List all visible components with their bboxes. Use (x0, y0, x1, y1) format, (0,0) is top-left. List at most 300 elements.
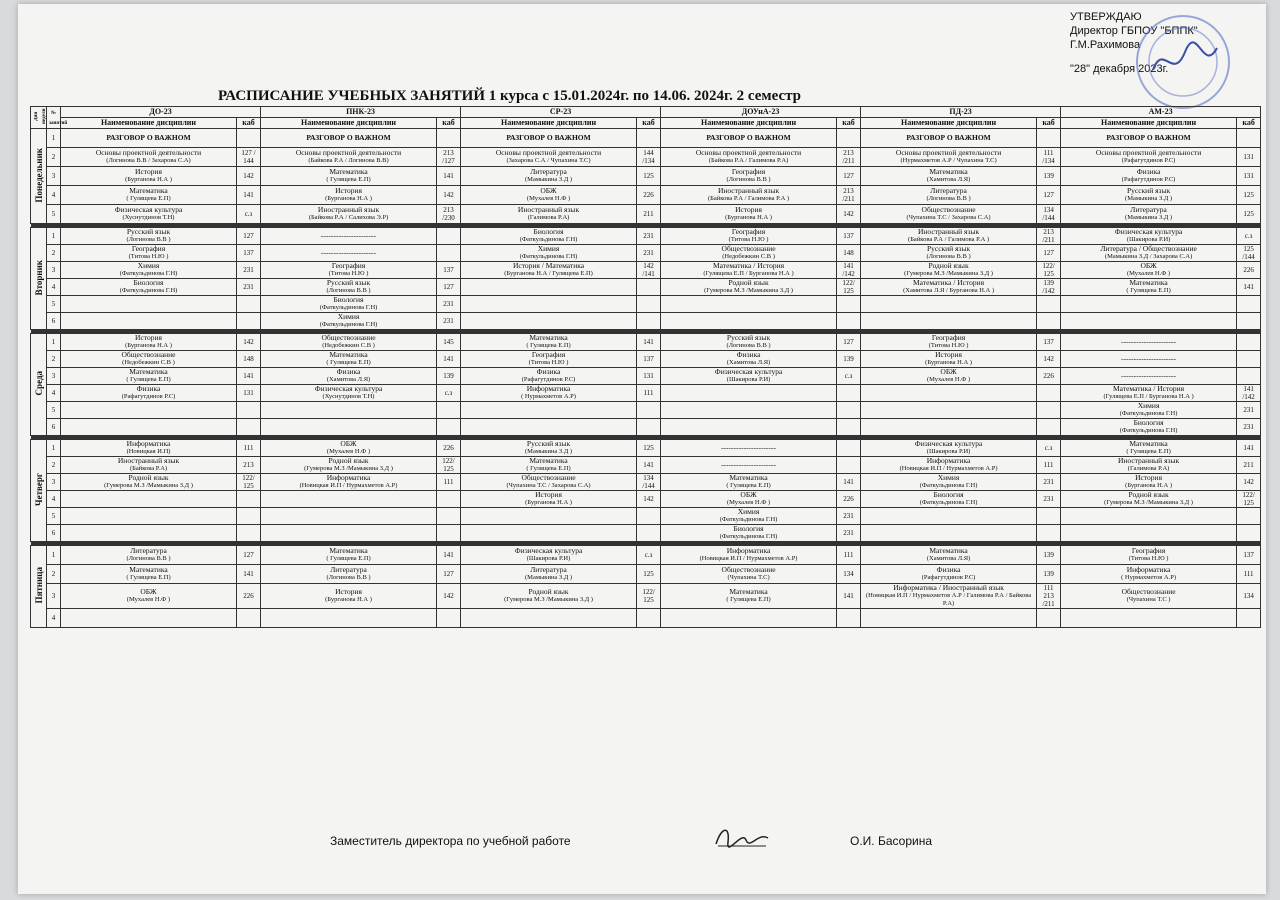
subject-cell (61, 167, 237, 186)
subject-name: Родной язык (528, 587, 569, 596)
subject-name: Литература (930, 186, 967, 195)
subject-name: ---------------------- (1121, 354, 1177, 363)
room-cell (237, 402, 261, 419)
subject-name: Химия (737, 507, 760, 516)
subject-name: География (931, 333, 966, 342)
lesson-number: 3 (47, 262, 61, 279)
subject-cell (61, 546, 237, 565)
subject-name: Иностранный язык (1117, 456, 1180, 465)
room-cell: 142 (237, 167, 261, 186)
teacher-name: (Мамыкина З.Д ) (525, 574, 573, 581)
lesson-row (31, 262, 1261, 279)
subject-cell (261, 419, 437, 436)
room-cell: 127 (437, 279, 461, 296)
teacher-name: (Фаткульдинова Г.Н) (319, 321, 378, 328)
teacher-name: (Титова Н.Ю ) (128, 253, 169, 260)
day-name: Вторник (33, 259, 44, 296)
teacher-name: ( Гулящева Е.П) (326, 555, 371, 562)
room-cell (837, 313, 861, 330)
teacher-name: (Новицкая И.П / Нурмахметов А.Р) (699, 555, 798, 562)
subject-name: Математика / История (913, 278, 985, 287)
teacher-name: (Гумерова М.З /Мамыкина З.Д ) (904, 270, 993, 277)
room-cell: 231 (1237, 419, 1261, 436)
subject-name: Родной язык (728, 278, 769, 287)
subject-cell (61, 508, 237, 525)
lesson-row (31, 525, 1261, 542)
approval-line1: УТВЕРЖДАЮ (1070, 11, 1142, 23)
room-cell (1237, 508, 1261, 525)
room-cell: 148 (837, 245, 861, 262)
room-cell (637, 296, 661, 313)
teacher-name: (Чупахина Т.С / Захарова С.А) (506, 482, 591, 489)
subject-cell (61, 228, 237, 245)
teacher-name: (Мухалев Н.Ф ) (926, 376, 971, 383)
teacher-name: (Логинова В.В ) (326, 287, 371, 294)
room-col-header: каб (637, 118, 661, 129)
subject-cell (1061, 402, 1237, 419)
subject-name: Основы проектной деятельности (695, 148, 802, 157)
room-cell: 141 /142 (1237, 385, 1261, 402)
teacher-name: (Хамитова Л.Я) (326, 376, 371, 383)
subject-cell (461, 491, 637, 508)
subject-cell (461, 565, 637, 584)
room-cell: 144 /134 (637, 148, 661, 167)
subject-cell (861, 148, 1037, 167)
room-cell: 122/ 125 (1237, 491, 1261, 508)
room-cell: с.з (1037, 440, 1061, 457)
subject-cell (61, 609, 237, 628)
lesson-row (31, 129, 1261, 148)
room-cell: 142 (637, 491, 661, 508)
approval-line2: Директор ГБПОУ "БППК" (1070, 25, 1198, 37)
teacher-name: (Чупахина Т.С ) (1126, 596, 1171, 603)
subject-name: Обществознание (721, 244, 776, 253)
subject-cell (661, 205, 837, 224)
subject-cell (661, 385, 837, 402)
lesson-row (31, 402, 1261, 419)
lesson-number: 4 (47, 609, 61, 628)
subject-cell (1061, 351, 1237, 368)
subject-cell (861, 457, 1037, 474)
room-cell (1237, 368, 1261, 385)
approval-line3: Г.М.Рахимова (1070, 39, 1141, 51)
subject-name: Обществознание (521, 473, 576, 482)
teacher-name: (Новицкая И.П) (126, 448, 171, 455)
room-cell: 125 (1237, 205, 1261, 224)
subject-cell (261, 148, 437, 167)
subject-name: Химия (937, 473, 960, 482)
subject-cell (461, 385, 637, 402)
subject-cell (1061, 186, 1237, 205)
subject-name: ---------------------- (321, 231, 376, 240)
subject-name: Математика (1129, 278, 1168, 287)
room-cell: 131 (1237, 167, 1261, 186)
subject-name: Математика (929, 167, 968, 176)
subject-name: РАЗГОВОР О ВАЖНОМ (506, 133, 591, 142)
subject-cell (861, 368, 1037, 385)
room-cell (237, 491, 261, 508)
subject-cell (61, 296, 237, 313)
room-cell: 125 (1237, 186, 1261, 205)
teacher-name: (Фаткульдинова Г.Н) (1119, 427, 1178, 434)
subject-name: История (935, 350, 962, 359)
subject-cell (61, 385, 237, 402)
subject-cell (261, 205, 437, 224)
subject-cell (261, 457, 437, 474)
lesson-row (31, 205, 1261, 224)
teacher-name: (Логинова В.В / Захарова С.А) (106, 157, 191, 164)
subject-cell (861, 565, 1037, 584)
subject-cell (261, 546, 437, 565)
teacher-name: (Байкова Р.А / Галимова Р.А ) (908, 236, 990, 243)
teacher-name: ( Нурмахметов А.Р) (1121, 574, 1177, 581)
lesson-row (31, 584, 1261, 609)
subject-cell (661, 368, 837, 385)
subject-cell (461, 419, 637, 436)
room-cell (837, 296, 861, 313)
room-cell (237, 296, 261, 313)
lesson-number: 3 (47, 584, 61, 609)
subject-cell (261, 508, 437, 525)
room-cell (1037, 609, 1061, 628)
room-cell (237, 419, 261, 436)
teacher-name: (Мамыкина З.Д ) (525, 448, 573, 455)
room-cell (237, 525, 261, 542)
room-cell: 141 (237, 186, 261, 205)
teacher-name: (Бурганова Н.А / Гулящева Е.П) (504, 270, 593, 277)
subject-cell (1061, 228, 1237, 245)
day-cell (31, 546, 47, 628)
subject-name: Обществознание (921, 205, 976, 214)
lesson-row (31, 167, 1261, 186)
teacher-name: ( Гулящева Е.П) (326, 359, 371, 366)
room-cell: 141 (1237, 440, 1261, 457)
lesson-number: 4 (47, 279, 61, 296)
lesson-number: 6 (47, 419, 61, 436)
subject-name: Обществознание (321, 333, 376, 342)
teacher-name: (Мамыкина З.Д / Захарова С.А) (1104, 253, 1193, 260)
subject-name: Русский язык (1126, 186, 1171, 195)
subject-name: РАЗГОВОР О ВАЖНОМ (106, 133, 191, 142)
room-col-header: каб (837, 118, 861, 129)
subject-name: География (131, 244, 166, 253)
room-cell: 127 (837, 334, 861, 351)
subject-name: История (735, 205, 762, 214)
subject-name: Математика / История (712, 261, 785, 270)
subject-cell (61, 313, 237, 330)
room-cell: 141 (637, 457, 661, 474)
subject-cell (261, 474, 437, 491)
teacher-name: (Титова Н.Ю ) (328, 270, 369, 277)
subject-cell (61, 525, 237, 542)
room-cell: 213 /211 (837, 186, 861, 205)
lesson-number: 5 (47, 508, 61, 525)
subject-cell (861, 313, 1037, 330)
subject-cell (61, 262, 237, 279)
lesson-number: 5 (47, 296, 61, 313)
subject-name: Информатика (726, 546, 771, 555)
subject-cell (461, 368, 637, 385)
room-cell: 145 (437, 334, 461, 351)
room-cell: 231 (237, 279, 261, 296)
room-cell: 139 /142 (1037, 279, 1061, 296)
subject-name: Обществознание (121, 350, 176, 359)
subject-cell (861, 334, 1037, 351)
subject-name: ОБЖ (540, 186, 557, 195)
room-cell (637, 609, 661, 628)
teacher-name: (Галимова Р.А) (527, 214, 570, 221)
lesson-row (31, 351, 1261, 368)
subject-cell (861, 440, 1037, 457)
teacher-name: ( Гулящева Е.П) (726, 596, 771, 603)
subject-cell (261, 351, 437, 368)
subject-cell (661, 474, 837, 491)
teacher-name: (Фаткульдинова Г.Н) (119, 270, 178, 277)
lesson-number: 2 (47, 457, 61, 474)
subject-cell (461, 351, 637, 368)
subject-name: Биология (133, 278, 164, 287)
day-cell (31, 334, 47, 436)
teacher-name: (Гулящева Е.П / Бурганова Н.А ) (703, 270, 794, 277)
subject-name: Русский язык (926, 244, 971, 253)
teacher-name: (Хамитова Л.Я / Бурганова Н.А ) (903, 287, 995, 294)
subject-col-header: Наименование дисциплин (661, 118, 837, 129)
room-cell: 111 (1037, 457, 1061, 474)
room-cell: 142 (237, 334, 261, 351)
subject-cell (1061, 440, 1237, 457)
subject-cell (1061, 565, 1237, 584)
subject-name: Литература (530, 167, 567, 176)
subject-name: География (1131, 546, 1166, 555)
room-cell (437, 525, 461, 542)
lesson-number: 1 (47, 334, 61, 351)
teacher-name: (Логинова В.В ) (726, 176, 771, 183)
room-cell: 142 (837, 205, 861, 224)
subject-name: Информатика (126, 439, 171, 448)
subject-cell (461, 474, 637, 491)
room-cell: 137 (1237, 546, 1261, 565)
subject-name: ОБЖ (1140, 261, 1157, 270)
subject-cell (861, 609, 1037, 628)
subject-cell (261, 440, 437, 457)
room-cell: 141 (237, 565, 261, 584)
room-cell (837, 419, 861, 436)
teacher-name: (Рафагутдинов Р.С) (921, 574, 976, 581)
subject-name: Математика (729, 587, 768, 596)
room-cell: 231 (437, 313, 461, 330)
lesson-row (31, 245, 1261, 262)
teacher-name: (Мамыкина З.Д ) (1125, 214, 1173, 221)
room-cell (437, 491, 461, 508)
teacher-name: (Недобежкин С.В ) (122, 359, 175, 366)
room-cell (837, 402, 861, 419)
room-cell: с.з (437, 385, 461, 402)
room-cell: 231 (437, 296, 461, 313)
teacher-name: (Рафагутдинов Р.С) (121, 393, 176, 400)
room-cell (1237, 313, 1261, 330)
lesson-number: 4 (47, 385, 61, 402)
day-name: Четверг (33, 473, 44, 506)
lesson-row (31, 368, 1261, 385)
room-cell (1237, 129, 1261, 148)
subject-cell (61, 148, 237, 167)
subject-cell (861, 525, 1037, 542)
schedule-title: РАСПИСАНИЕ УЧЕБНЫХ ЗАНЯТИЙ 1 курса с 15.01.2024г. по 14.06. 2024г. 2 семестр (218, 88, 802, 104)
subject-name: Иностранный язык (117, 456, 180, 465)
subject-name: Литература (530, 565, 567, 574)
subject-cell (461, 205, 637, 224)
subject-name: Физика (736, 350, 761, 359)
room-cell (837, 440, 861, 457)
room-cell: 122/ 125 (837, 279, 861, 296)
subject-cell (461, 508, 637, 525)
room-cell: 127 (1037, 245, 1061, 262)
room-col-header: каб (1037, 118, 1061, 129)
teacher-name: ( Гулящева Е.П) (526, 465, 571, 472)
room-cell (1037, 419, 1061, 436)
room-cell (637, 279, 661, 296)
subject-name: Родной язык (1128, 490, 1169, 499)
room-cell: 213 /211 (837, 148, 861, 167)
subject-name: ---------------------- (1121, 371, 1177, 380)
subject-cell (861, 296, 1037, 313)
subject-name: Химия (137, 261, 160, 270)
subject-cell (661, 167, 837, 186)
room-cell: 111 /134 (1037, 148, 1061, 167)
subject-name: Биология (533, 227, 564, 236)
lesson-number: 4 (47, 186, 61, 205)
subject-cell (461, 296, 637, 313)
room-cell (1037, 296, 1061, 313)
lesson-row (31, 419, 1261, 436)
approval-date: "28" декабря 2023г. (1070, 63, 1169, 75)
teacher-name: (Галимова Р.А) (1127, 465, 1170, 472)
subject-name: История (535, 490, 562, 499)
teacher-name: (Мухалев Н.Ф ) (126, 596, 171, 603)
subject-name: Основы проектной деятельности (295, 148, 402, 157)
room-cell: 141 /142 (837, 262, 861, 279)
teacher-name: (Рафагутдинов Р.С) (1121, 176, 1176, 183)
subject-cell (261, 186, 437, 205)
room-cell: 137 (437, 262, 461, 279)
subject-cell (461, 609, 637, 628)
subject-cell (261, 584, 437, 609)
subject-name: Физическая культура (514, 546, 583, 555)
lesson-row (31, 385, 1261, 402)
teacher-name: (Логинова В.В ) (326, 574, 371, 581)
room-cell: 226 (837, 491, 861, 508)
subject-cell (661, 245, 837, 262)
room-cell (637, 313, 661, 330)
subject-cell (1061, 334, 1237, 351)
lesson-row (31, 279, 1261, 296)
subject-cell (661, 313, 837, 330)
teacher-name: ( Гулящева Е.П) (126, 574, 171, 581)
subject-cell (61, 565, 237, 584)
subject-name: История (335, 186, 362, 195)
subject-col-header: Наименование дисциплин (61, 118, 237, 129)
subject-cell (661, 546, 837, 565)
room-cell: 211 (637, 205, 661, 224)
subject-name: Математика (1129, 439, 1168, 448)
room-cell (637, 129, 661, 148)
subject-name: Иностранный язык (717, 186, 780, 195)
teacher-name: (Фаткульдинова Г.Н) (119, 287, 178, 294)
teacher-name: (Фаткульдинова Г.Н) (519, 236, 578, 243)
subject-cell (1061, 508, 1237, 525)
teacher-name: (Гулящева Е.П / Бурганова Н.А ) (1103, 393, 1194, 400)
subject-cell (861, 245, 1037, 262)
room-cell: 111 (237, 440, 261, 457)
teacher-name: (Чупахина Т.С / Захарова С.А) (906, 214, 991, 221)
subject-name: Биология (1133, 418, 1164, 427)
subject-name: Физика (136, 384, 161, 393)
room-cell: 213 (237, 457, 261, 474)
subject-name: Физическая культура (914, 439, 983, 448)
lesson-row (31, 313, 1261, 330)
subject-name: Математика (329, 546, 368, 555)
lesson-row (31, 491, 1261, 508)
subject-cell (261, 491, 437, 508)
room-cell (637, 525, 661, 542)
room-cell: 231 (837, 525, 861, 542)
room-cell: 134 (1237, 584, 1261, 609)
room-cell: 137 (237, 245, 261, 262)
subject-cell (661, 609, 837, 628)
subject-cell (61, 245, 237, 262)
teacher-name: (Гумерова М.З /Мамыкина З.Д ) (1104, 499, 1193, 506)
subject-cell (261, 313, 437, 330)
subject-cell (1061, 491, 1237, 508)
room-cell (237, 609, 261, 628)
room-cell: 127 (1037, 186, 1061, 205)
teacher-name: (Бурганова Н.А ) (125, 176, 172, 183)
lesson-number: 3 (47, 167, 61, 186)
subject-cell (261, 228, 437, 245)
subject-cell (861, 279, 1037, 296)
room-cell: 141 (437, 167, 461, 186)
subject-cell (461, 334, 637, 351)
subject-cell (661, 279, 837, 296)
room-cell: 226 (637, 186, 661, 205)
subject-cell (261, 245, 437, 262)
teacher-name: (Гумерова М.З /Мамыкина З.Д ) (104, 482, 193, 489)
subject-name: Физическая культура (114, 205, 183, 214)
subject-cell (661, 228, 837, 245)
subject-cell (461, 167, 637, 186)
subject-name: Математика / История (1113, 384, 1185, 393)
subject-name: Химия (1137, 401, 1160, 410)
teacher-name: (Хамитова Л.Я) (926, 176, 971, 183)
teacher-name: (Фаткульдинова Г.Н) (719, 516, 778, 523)
lesson-number: 2 (47, 245, 61, 262)
room-cell (1037, 402, 1061, 419)
teacher-name: (Гумерова М.З /Мамыкина З.Д ) (304, 465, 393, 472)
subject-cell (61, 440, 237, 457)
subject-name: Основы проектной деятельности (95, 148, 202, 157)
subject-name: География (531, 350, 566, 359)
subject-cell (461, 228, 637, 245)
lesson-row (31, 148, 1261, 167)
room-cell (437, 129, 461, 148)
subject-cell (1061, 368, 1237, 385)
teacher-name: ( Гулящева Е.П) (326, 176, 371, 183)
lesson-row (31, 228, 1261, 245)
room-cell: 111 (1237, 565, 1261, 584)
subject-cell (1061, 457, 1237, 474)
subject-name: РАЗГОВОР О ВАЖНОМ (1106, 133, 1191, 142)
subject-cell (61, 279, 237, 296)
